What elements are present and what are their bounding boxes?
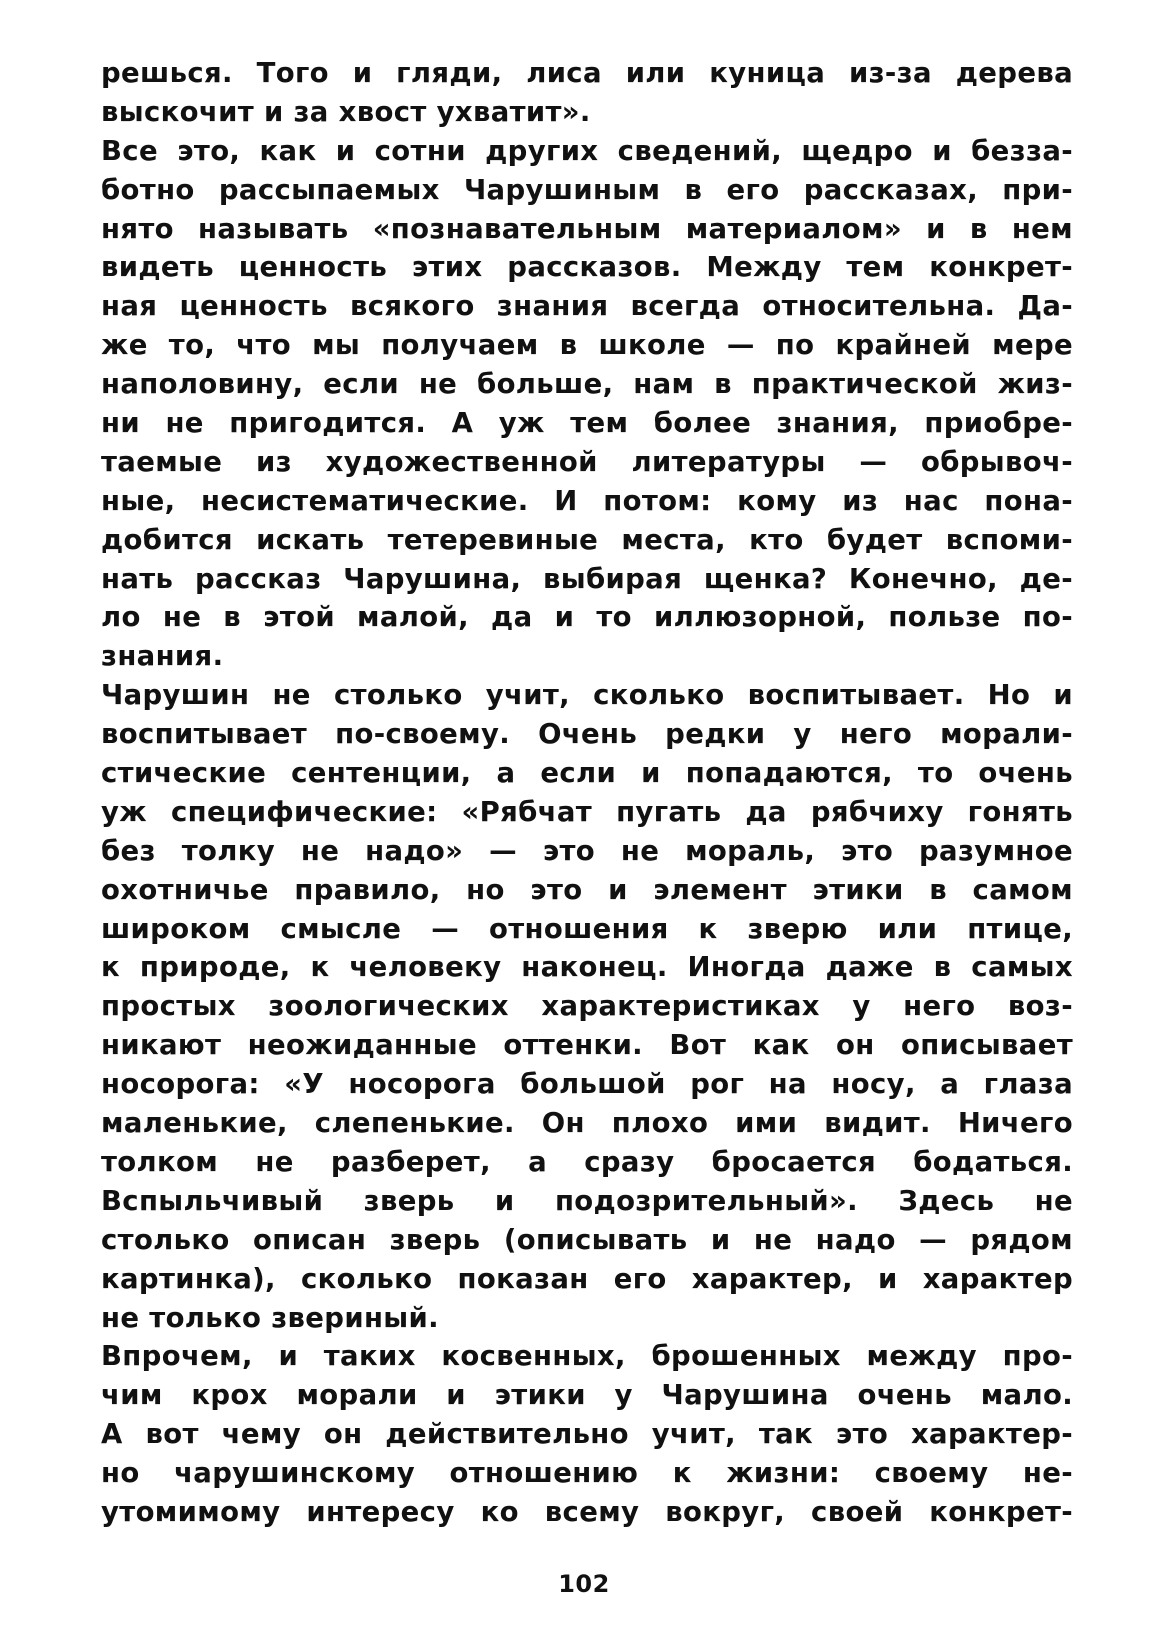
text-line: же то, что мы получаем в школе — по крайней мере (101, 329, 1073, 362)
text-line: никают неожиданные оттенки. Вот как он описывает (101, 1029, 1073, 1062)
text-line: Все это, как и сотни других сведений, щедро и безза- (101, 134, 1073, 167)
text-line: видеть ценность этих рассказов. Между тем конкрет- (101, 251, 1073, 284)
text-line: без толку не надо» — это не мораль, это разумное (101, 834, 1073, 867)
text-line: выскочит и за хвост ухватит». (101, 95, 591, 128)
text-line: нято называть «познавательным материалом» и в нем (101, 212, 1073, 245)
text-line: чим крох морали и этики у Чарушина очень мало. (101, 1379, 1073, 1412)
text-line: ни не пригодится. А уж тем более знания, приобре- (101, 407, 1073, 440)
text-line: ло не в этой малой, да и то иллюзорной, пользе по- (101, 601, 1073, 634)
text-line: Вспыльчивый зверь и подозрительный». Здесь не (101, 1184, 1073, 1217)
text-line: столько описан зверь (описывать и не надо — рядом (101, 1223, 1073, 1256)
text-line: широком смысле — отношения к зверю или птице, (101, 912, 1073, 945)
text-line: носорога: «У носорога большой рог на носу, а глаза (101, 1068, 1073, 1101)
text-line: толком не разберет, а сразу бросается бодаться. (101, 1145, 1073, 1178)
text-line: добится искать тетеревиные места, кто будет вспоми- (101, 523, 1073, 556)
text-line: Впрочем, и таких косвенных, брошенных между про- (101, 1340, 1073, 1373)
text-line: простых зоологических характеристиках у него воз- (101, 990, 1073, 1023)
text-line: утомимому интересу ко всему вокруг, своей конкрет- (101, 1495, 1073, 1528)
text-line: Чарушин не столько учит, сколько воспитывает. Но и (101, 679, 1073, 712)
text-line: решься. Того и гляди, лиса или куница из-за дерева (101, 57, 1073, 89)
text-line: нать рассказ Чарушина, выбирая щенка? Конечно, де- (101, 562, 1073, 595)
text-line: охотничье правило, но это и элемент этики в самом (101, 873, 1073, 906)
text-line: картинка), сколько показан его характер, и характер (101, 1262, 1073, 1295)
text-line: ная ценность всякого знания всегда относительна. Да- (101, 290, 1073, 323)
text-line: к природе, к человеку наконец. Иногда даже в самых (101, 951, 1073, 984)
text-line: не только звериный. (101, 1301, 439, 1334)
text-line: ботно рассыпаемых Чарушиным в его рассказах, при- (101, 173, 1073, 206)
text-line: наполовину, если не больше, нам в практической жиз- (101, 368, 1073, 401)
body-text (101, 54, 1073, 1532)
text-line: стические сентенции, а если и попадаются, то очень (101, 757, 1073, 790)
text-line: А вот чему он действительно учит, так это характер- (101, 1418, 1073, 1451)
text-line: но чарушинскому отношению к жизни: своему не- (101, 1457, 1073, 1490)
page-number: 102 (558, 1570, 610, 1598)
text-line: таемые из художественной литературы — обрывоч- (101, 445, 1073, 478)
text-line: знания. (101, 640, 224, 673)
text-line: воспитывает по-своему. Очень редки у него морали- (101, 718, 1073, 751)
text-line: ные, несистематические. И потом: кому из нас пона- (101, 484, 1073, 517)
text-line: маленькие, слепенькие. Он плохо ими видит. Ничего (101, 1107, 1073, 1140)
text-line: уж специфические: «Рябчат пугать да рябчиху гонять (101, 795, 1073, 828)
